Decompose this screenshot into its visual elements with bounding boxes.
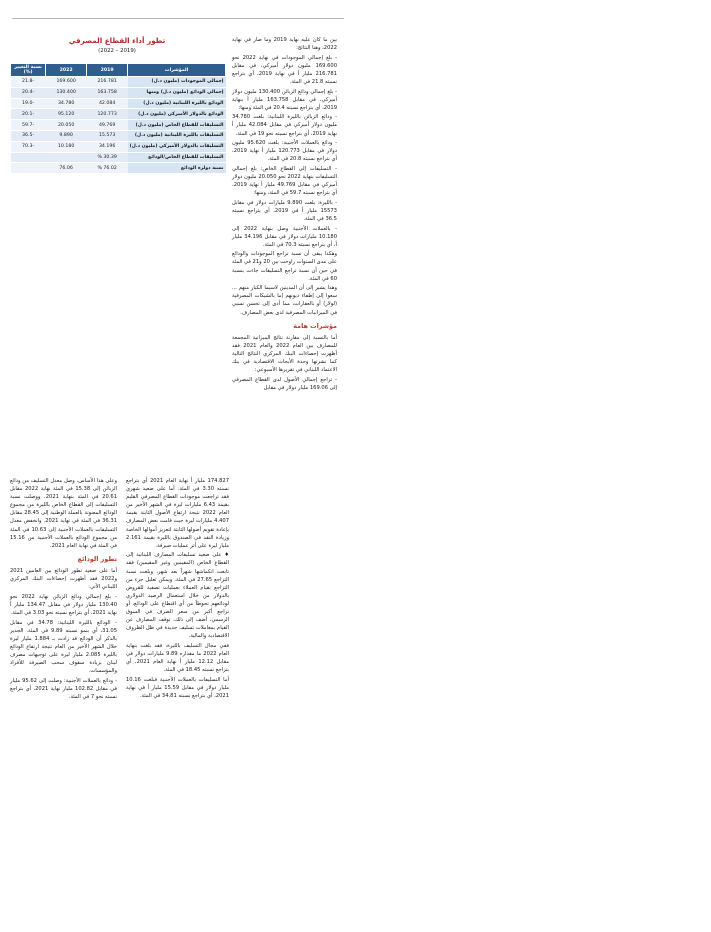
row-label: التسليفات للقطاع الخاص (مليون د.ل) bbox=[128, 120, 226, 131]
value-2022: 169.600 bbox=[46, 77, 87, 88]
row-label: الودائع بالليرة اللبنانية (مليون د.ل) bbox=[128, 98, 226, 109]
row-label: نسبة دولرة الودائع bbox=[128, 163, 226, 174]
table-title: تطور أداء القطاع المصرفي bbox=[68, 36, 166, 45]
value-2022: 10.180 bbox=[46, 141, 87, 152]
value-2022: 34.780 bbox=[46, 98, 87, 109]
paragraph: أما بالنسبة إلى مقارنة نتائج الميزانية المجمعة للمصارف بين العام 2022 والعام 2021 فقد أظهرت إحصاءات البنك المركزي النتائج التالية كما نشرتها وحدة الأبحاث الاقتصادية في بنك الاعتماد اللبناني في تقريرها الأسبوعي: bbox=[232, 334, 337, 374]
table-row bbox=[11, 109, 226, 120]
value-2022: 130.400 bbox=[46, 87, 87, 98]
value-change: -19.0 bbox=[11, 98, 46, 109]
table-row bbox=[11, 98, 226, 109]
value-2022: 20.050 bbox=[46, 120, 87, 131]
paragraph: بين ما كان عليه نهاية 2019 وما صار في نهاية 2022، وهنا النتائج: bbox=[232, 37, 337, 52]
paragraph: وعلى هذا الأساس، وصل معدل التسليف من ودائع الزبائن إلى 15.38 في المئة نهاية 2022 مقابل 20.61 في المئة بنهاية 2021. ووصلت نسبة التسليفات إلى القطاع الخاص بالليرة من مجموع الودائع المعنونة بالعملة الوطنية إلى 28.45 مقابل 36.31 في المئة في نهاية 2021. وانخفض معدل التسليفات بالعملات الأجنبية إلى 10.63 في المئة من مجموع الودائع بالعملات الأجنبية من 15.16 في المئة في نهاية العام 2021. bbox=[10, 478, 117, 549]
paragraph: وهذا يشير إلى أن المدينين لاسيما الكبار منهم ... سعوا إلى إطفاء ديونهم إما بالشيكات المصرفية (لولار) أو بالعقارات، مما أدى إلى تحسن نسبي في الميزانيات المصرفية لدى بعض المصارف. bbox=[232, 285, 337, 316]
value-2019: 30.39 % bbox=[87, 152, 128, 163]
table-row bbox=[11, 152, 226, 163]
value-change: -20.1 bbox=[11, 109, 46, 120]
paragraph: ففي مجال التسليف بالليرة، فقد بلغت بنهاية العام 2022 ما مقداره 9.89 مليارات دولار في مقابل 12.12 مليار أ نهاية العام 2021، أي بتراجع نسبته 18.45 في المئة. bbox=[126, 642, 229, 674]
table-title-block bbox=[10, 36, 224, 55]
value-2022: 95.120 bbox=[46, 109, 87, 120]
section-heading: تطور الودائع bbox=[77, 554, 117, 563]
row-label: إجمالي الموجودات (مليون د.ل) bbox=[128, 77, 226, 88]
value-2019: 34.196 bbox=[87, 141, 128, 152]
row-label: التسليفات للقطاع الخاص/الودائع bbox=[128, 152, 226, 163]
header-rule bbox=[12, 18, 344, 19]
banking-indicators-table bbox=[10, 63, 226, 174]
paragraph: - الودائع بالليرة اللبنانية: 34.78 في مقابل 31.05، أي بنمو نسبته 9.89 في المئة. الجدير بالذكر أن الودائع قد زادت بـ 1.884 مليار ليرة خلال الشهر الأخير من العام نتيجة ارتفاع الودائع بالليرة 2.085 مليار ليرة على توجيهات مصرف لبنان بزيادة سقوف سحب الصيرفة للأفراد والمؤسسات. bbox=[10, 619, 117, 675]
table-row bbox=[11, 87, 226, 98]
paragraph: أما التسليفات بالعملات الأجنبية فبلغت 10.16 مليار دولار في مقابل 15.59 مليار أ في نهاية 2021، أي بتراجع نسبته 34.81 في المئة. bbox=[126, 676, 229, 699]
paragraph: ♦ على صعيد تسليفات المصارف اللبنانية إلى القطاع الخاص (المقيمين وغير المقيمين) فقد تابعت انكماشها شهراً بعد شهر، وبلغت نسبة التراجع 27.65 في المئة. ويمكن تعليل جزء من التراجع بقيام العملاء بعمليات تصفية للقروض بالدولار من خلال استعمال الرصيد الدولاري لودائعهم تحوطاً من أي اقتطاع على الودائع، أو تراجع أكبر من سعر الصرف في السوق الرسمي، أضف إلى ذلك، توقف المصارف عن القيام بمعاملات تسليف جديدة في ظل الظروف الاقتصادية والمالية. bbox=[126, 552, 229, 640]
value-change: -20.4 bbox=[11, 87, 46, 98]
table-row bbox=[11, 163, 226, 174]
header-2019: 2019 bbox=[87, 64, 128, 77]
value-change bbox=[11, 163, 46, 174]
value-2019: 15.573 bbox=[87, 130, 128, 141]
value-change: -21.8 bbox=[11, 77, 46, 88]
value-2019: 216.781 bbox=[87, 77, 128, 88]
row-label: التسليفات بالدولار الأميركي (مليون د.ل) bbox=[128, 141, 226, 152]
paragraph: - التسليفات إلى القطاع الخاص: بلغ إجمالي التسليفات بنهاية 2022 نحو 20.050 مليون دولار أميركي في مقابل 49.769 مليار أ نهاية 2019، أي بتراجع نسبته 59.7 في المئة، ومنها: bbox=[232, 165, 337, 197]
value-2019: 76.02 % bbox=[87, 163, 128, 174]
value-change: -59.7 bbox=[11, 120, 46, 131]
value-2019: 163.758 bbox=[87, 87, 128, 98]
table-row bbox=[11, 120, 226, 131]
paragraph: - تراجع إجمالي الأصول لدى القطاع المصرفي إلى 169.06 مليار دولار في مقابل bbox=[232, 376, 337, 391]
paragraph: - ودائع بالعملات الأجنبية: بلغت 95.620 مليون دولار في مقابل 120.773 مليار أ نهاية 2019، أي بتراجع نسبته 20.8 في المئة. bbox=[232, 140, 338, 163]
value-2019: 42.084 bbox=[87, 98, 128, 109]
paragraph: - ودائع بالعملات الأجنبية: وصلت إلى 95.62 مليار في مقابل 102.82 مليار نهاية 2021، أي بتراجع نسبته نحو 7 في المئة. bbox=[10, 677, 118, 700]
header-change: نسبة التغيير (%) bbox=[11, 64, 46, 77]
paragraph: أما على صعيد تطور الودائع بين العامين 2021 و2022 فقد أظهرت إحصاءات البنك المركزي اللبناني الآتي: bbox=[10, 567, 117, 591]
paragraph: - ودائع الزبائن بالليرة اللبنانية: بلغت 34.780 مليون دولار أميركي في مقابل 42.084 مليار أ نهاية 2019، أي بتراجع نسبته نحو 19 في المئة. bbox=[232, 114, 337, 137]
row-label: التسليفات بالليرة اللبنانية (مليون د.ل) bbox=[128, 130, 226, 141]
value-2022 bbox=[46, 152, 87, 163]
value-2019: 49.769 bbox=[87, 120, 128, 131]
table-subtitle: (2019 – 2022) bbox=[98, 48, 136, 54]
row-label: إجمالي الودائع (مليون د.ل) ومنها bbox=[128, 87, 226, 98]
value-2022: 9.890 bbox=[46, 130, 87, 141]
header-indicators: المؤشرات bbox=[128, 64, 226, 77]
value-2022: 76.06 bbox=[46, 163, 87, 174]
paragraph: - بالليرة: بلغت 9.890 مليارات دولار في مقابل 15573 مليار أ في 2019، أي بتراجع نسبته 36.5 في المئة. bbox=[232, 199, 337, 222]
article-column-right bbox=[232, 36, 337, 393]
value-2019: 120.773 bbox=[87, 109, 128, 120]
header-2022: 2022 bbox=[46, 64, 87, 77]
section-heading: مؤشرات هامة bbox=[293, 321, 337, 330]
table-header-row bbox=[11, 64, 226, 77]
table-row bbox=[11, 77, 226, 88]
article-column-left bbox=[10, 477, 117, 702]
article-column-middle bbox=[126, 477, 229, 702]
paragraph: - بلغ إجمالي ودائع الزبائن نهاية 2022 نحو 130.40 مليار دولار في مقابل 134.47 مليار أ نهاية 2021، أي بتراجع نسبته نحو 3.03 في المئة. bbox=[10, 593, 117, 616]
paragraph: - بلغ إجمالي الموجودات في نهاية 2022 نحو 169.600 مليون دولار أميركي، في مقابل 216.781 مليار أ في نهاية 2019، أي بتراجع نسبته 21.8 في المئة. bbox=[232, 54, 337, 85]
paragraph: 174.827 مليار أ نهاية العام 2021 أي بتراجع نسبته 3.30 في المئة. أما على صعيد شهري فقد تراجعت موجودات القطاع المصرفي القليم بقيمة 6.43 مليارات ليرة في الشهر الأخير من العام 2022 نتيجة ارتفاع الأصول الثابتة بقيمة 4.407 مليارات ليرة حيث قامت بعض المصارف بإعادة تقويم أصولها الثابتة لتعزيز أموالها الخاصة وزيادة النقد في الصندوق بالليرة بقيمة 2.161 مليار ليرة على أثر عمليات صيرفة. bbox=[126, 478, 230, 549]
value-change: -70.3 bbox=[11, 141, 46, 152]
row-label: الودائع بالدولار الأميركي (مليون د.ل) bbox=[128, 109, 226, 120]
value-change: -36.5 bbox=[11, 130, 46, 141]
value-change bbox=[11, 152, 46, 163]
table-row bbox=[11, 130, 226, 141]
table-row bbox=[11, 141, 226, 152]
paragraph: - بالعملات الأجنبية وصل بنهاية 2022 إلى 10.180 مليارات دولار في مقابل 34.196 مليار أ، أي بتراجع نسبته 70.3 في المئة. bbox=[232, 225, 338, 248]
paragraph: - بلغ إجمالي ودائع الزبائن 130.400 مليون دولار أميركي، في مقابل 163.758 مليار أ بنهاية 2019، أي بتراجع نسبته 20.4 في المئة ومنها: bbox=[232, 88, 337, 111]
paragraph: وهكذا يبقى أن نسبة تراجع الموجودات والودائع على مدى السنوات راوحت بين 20 و21 في المئة في حين أن نسبة تراجع التسليفات جاءت بنسبة 60 في المئة. bbox=[232, 251, 337, 282]
